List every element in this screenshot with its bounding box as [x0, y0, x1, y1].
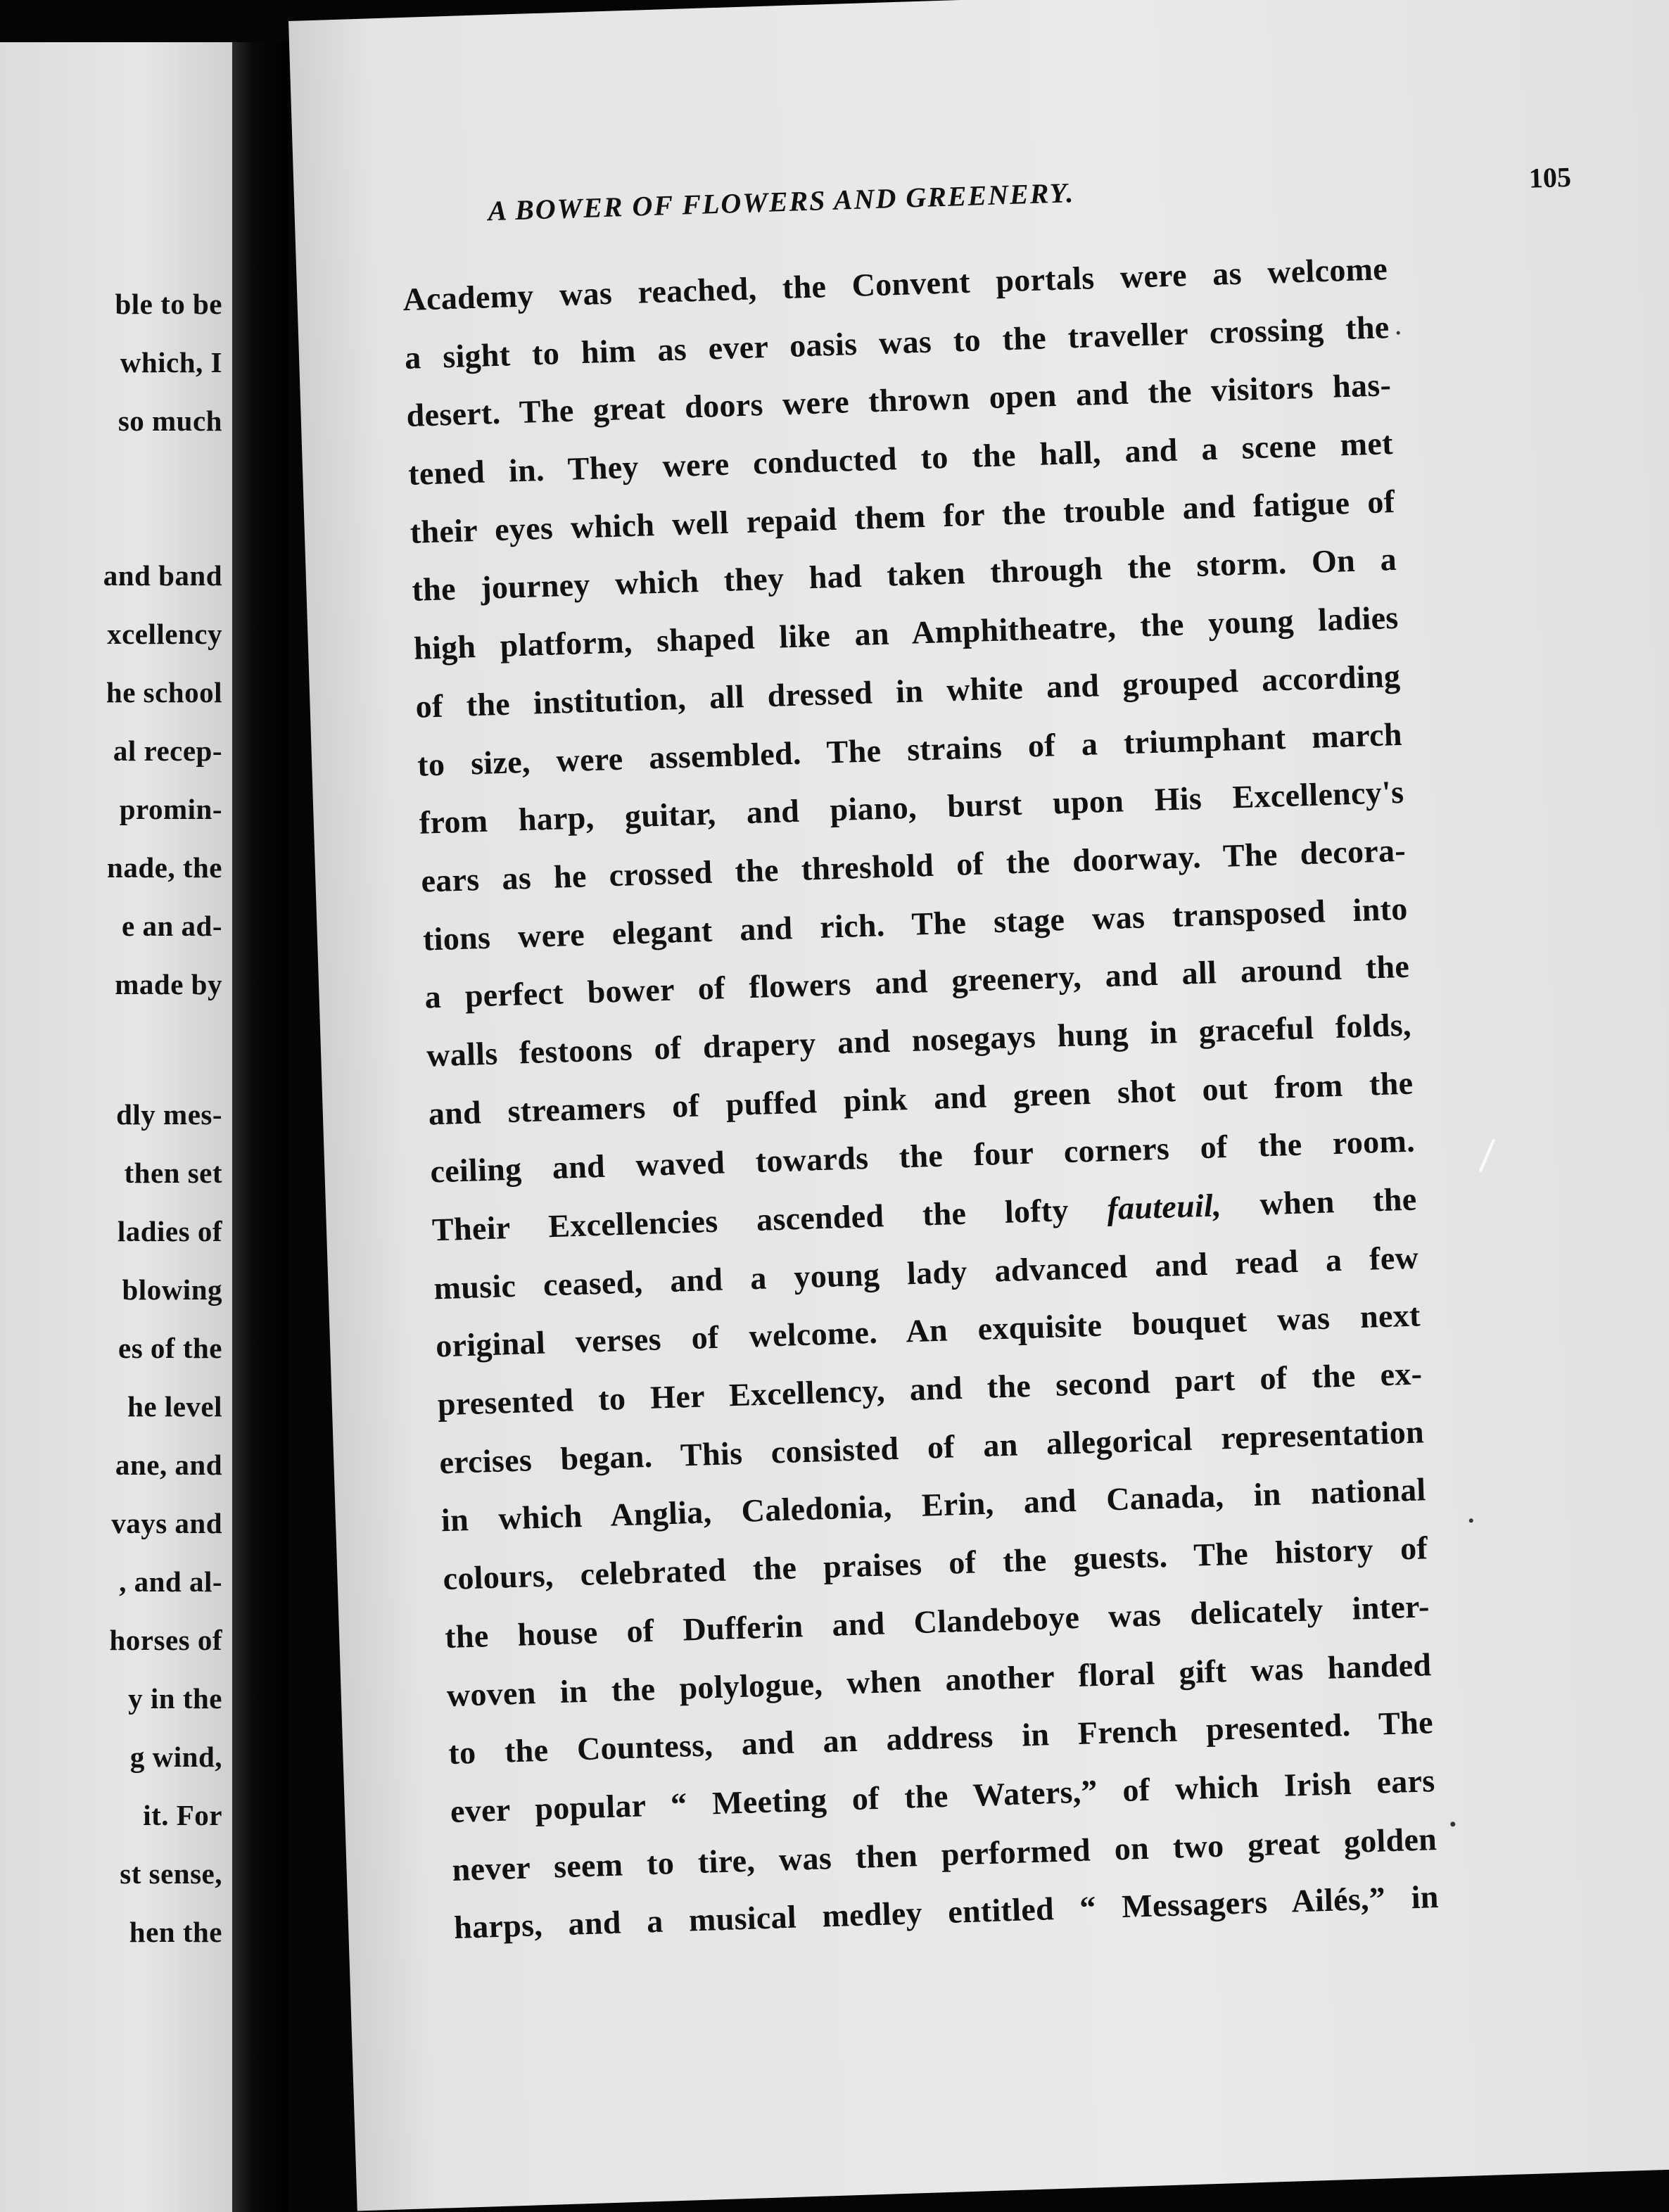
- text-line: to the Countess, and an address in French presented. The: [448, 1704, 1434, 1772]
- text-line: to size, were assembled. The strains of a triumphant march: [417, 716, 1403, 783]
- scan-dust: [1397, 331, 1400, 335]
- text-line: the house of Dufferin and Clandeboye was delicately inter-: [444, 1588, 1430, 1655]
- left-page-line: so much: [118, 405, 222, 437]
- text-line: never seem to tire, was then performed on two great golden: [451, 1820, 1438, 1888]
- running-head: [488, 160, 1572, 236]
- text-line: in which Anglia, Caledonia, Erin, and Canada, in national: [440, 1471, 1427, 1539]
- left-page-line: and band: [103, 559, 222, 592]
- body-text: [402, 240, 1440, 1957]
- left-page-line: , and al-: [119, 1565, 222, 1598]
- text-line: walls festoons of drapery and nosegays hung in graceful folds,: [426, 1006, 1412, 1074]
- text-line: of the institution, all dressed in white and grouped according: [414, 657, 1401, 725]
- left-page-line: y in the: [128, 1682, 222, 1715]
- left-page-line: dly mes-: [116, 1098, 222, 1131]
- text-span: when the: [1221, 1181, 1418, 1223]
- left-page-line: es of the: [118, 1332, 222, 1364]
- text-line: ears as he crossed the threshold of the doorway. The decora-: [420, 832, 1407, 899]
- book-gutter: [232, 42, 288, 2212]
- text-line: ceiling and waved towards the four corners of the room.: [429, 1122, 1416, 1190]
- text-line: a sight to him as ever oasis was to the traveller crossing the: [404, 308, 1390, 376]
- scan-dust: [1450, 1822, 1455, 1826]
- left-page-line: g wind,: [129, 1741, 222, 1773]
- text-line: original verses of welcome. An exquisite bouquet was next: [435, 1297, 1421, 1364]
- text-line: from harp, guitar, and piano, burst upon His Excellency's: [419, 773, 1404, 841]
- text-line: high platform, shaped like an Amphitheatre, the young ladies: [413, 599, 1400, 666]
- text-line: colours, celebrated the praises of the guests. The history of: [442, 1530, 1428, 1597]
- text-line: presented to Her Excellency, and the second part of the ex-: [437, 1355, 1423, 1423]
- italic-word: fauteuil,: [1106, 1187, 1222, 1227]
- right-page: [288, 0, 1669, 2211]
- text-line: harps, and a musical medley entitled “ Messagers Ailés,” in: [453, 1879, 1440, 1946]
- page-number: 105: [1528, 160, 1572, 194]
- left-page-line: e an ad-: [122, 910, 222, 942]
- left-page-line: it. For: [143, 1799, 222, 1831]
- text-line: their eyes which well repaid them for the trouble and fatigue of: [410, 483, 1396, 550]
- running-head-title: A BOWER OF FLOWERS AND GREENERY.: [487, 177, 1075, 227]
- text-line: ever popular “ Meeting of the Waters,” of which Irish ears: [450, 1762, 1436, 1829]
- text-line: ercises began. This consisted of an allegorical representation: [438, 1413, 1425, 1481]
- text-line: tened in. They were conducted to the hall, and a scene met: [407, 425, 1394, 492]
- text-line: the journey which they had taken through the storm. On a: [411, 541, 1397, 609]
- left-page-line: nade, the: [107, 851, 222, 884]
- text-span: Their Excellencies ascended the lofty: [431, 1190, 1108, 1248]
- left-page-line: horses of: [109, 1624, 222, 1656]
- left-page-line: vays and: [111, 1507, 222, 1539]
- text-line: Academy was reached, the Convent portals were as welcome: [402, 250, 1388, 318]
- left-page-line: ladies of: [117, 1215, 222, 1247]
- left-page-line: he level: [127, 1390, 222, 1423]
- left-page-line: which, I: [120, 346, 222, 379]
- left-page-line: he school: [106, 676, 222, 708]
- text-line: and streamers of puffed pink and green shot out from the: [428, 1064, 1414, 1132]
- left-page-line: ble to be: [115, 288, 222, 320]
- left-page-line: then set: [124, 1157, 222, 1189]
- text-line: desert. The great doors were thrown open and the visitors has-: [405, 367, 1392, 434]
- left-page-line: xcellency: [107, 618, 222, 650]
- left-page-line: promin-: [119, 793, 222, 825]
- left-page-line: al recep-: [113, 735, 222, 767]
- text-line: music ceased, and a young lady advanced and read a few: [433, 1239, 1419, 1307]
- text-line: woven in the polylogue, when another floral gift was handed: [446, 1646, 1432, 1713]
- scan-dust: [1469, 1518, 1473, 1523]
- left-page-line: st sense,: [120, 1857, 222, 1890]
- left-page-line: made by: [115, 968, 222, 1000]
- left-page: [0, 42, 232, 2212]
- left-page-line: hen the: [129, 1916, 222, 1948]
- text-line: a perfect bower of flowers and greenery, and all around the: [424, 948, 1410, 1015]
- left-page-line: blowing: [122, 1273, 222, 1306]
- text-line: tions were elegant and rich. The stage was transposed into: [422, 890, 1409, 958]
- left-page-line: ane, and: [115, 1449, 222, 1481]
- scan-scratch: [1479, 1139, 1495, 1173]
